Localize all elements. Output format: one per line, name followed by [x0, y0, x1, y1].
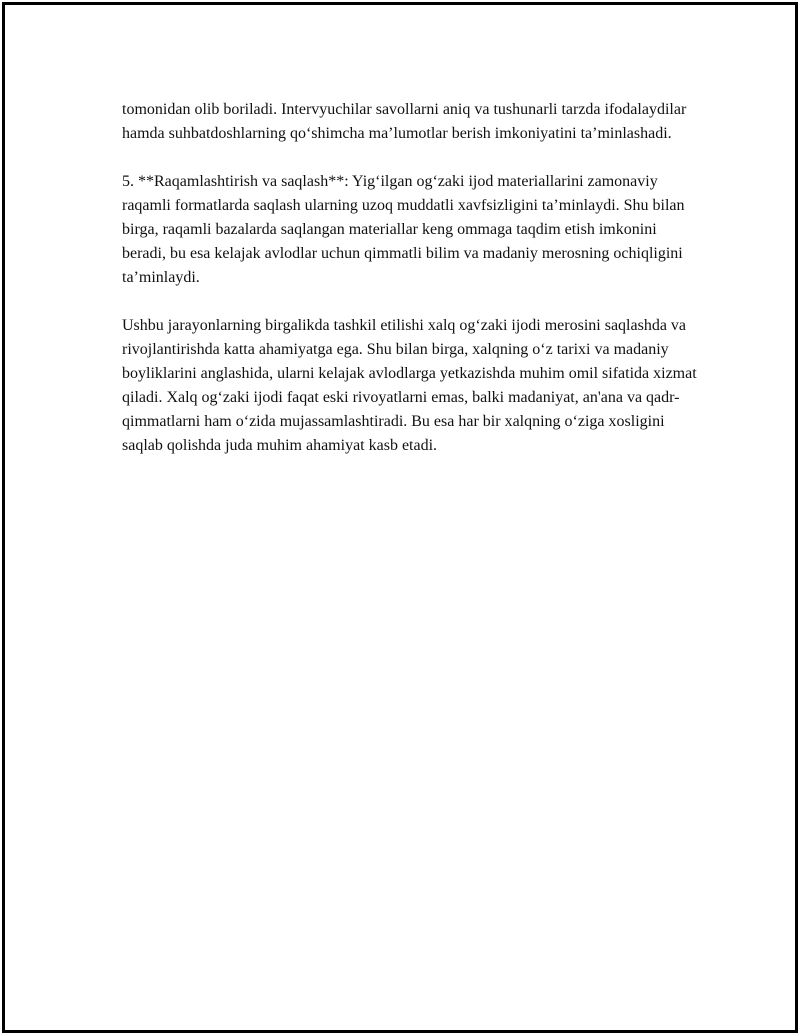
paragraph-digitization-item: 5. **Raqamlashtirish va saqlash**: Yig‘ilgan og‘zaki ijod materiallarini zamonaviy raqamli formatlarda saqlash ularning uzoq muddatli xavfsizligini ta’minlaydi. Shu bilan birga, raqamli bazalarda saqlangan materiallar keng ommaga taqdim etish imkonini beradi, bu esa kelajak avlodlar uchun qimmatli bilim va madaniy merosning ochiqligini ta’minlaydi.	[122, 173, 685, 286]
document-body	[122, 98, 702, 482]
paragraph-interview-continuation: tomonidan olib boriladi. Intervyuchilar savollarni aniq va tushunarli tarzda ifodalaydilar hamda suhbatdoshlarning qo‘shimcha ma’lumotlar berish imkoniyatini ta’minlashadi.	[122, 101, 687, 142]
paragraph-conclusion: Ushbu jarayonlarning birgalikda tashkil etilishi xalq og‘zaki ijodi merosini saqlashda va rivojlantirishda katta ahamiyatga ega. Shu bilan birga, xalqning o‘z tarixi va madaniy boyliklarini anglashida, ularni kelajak avlodlarga yetkazishda muhim omil sifatida xizmat qiladi. Xalq og‘zaki ijodi faqat eski rivoyatlarni emas, balki madaniyat, an'ana va qadr-qimmatlarni ham o‘zida mujassamlashtiradi. Bu esa har bir xalqning o‘ziga xosligini saqlab qolishda juda muhim ahamiyat kasb etadi.	[122, 317, 697, 454]
page-frame	[2, 2, 798, 1033]
